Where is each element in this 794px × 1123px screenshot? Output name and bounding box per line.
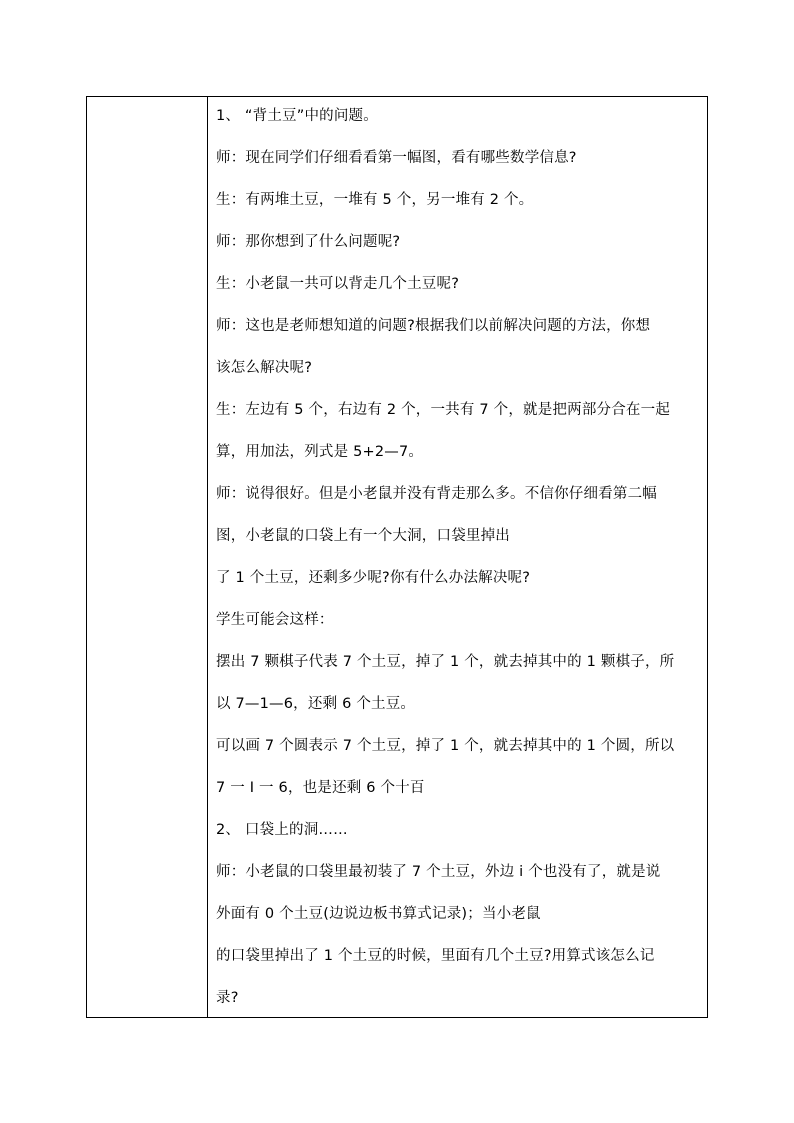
text-line: 师：这也是老师想知道的问题?根据我们以前解决问题的方法，你想 — [216, 318, 651, 334]
text-line: 2、 口袋上的洞…… — [216, 822, 348, 838]
lesson-table — [86, 96, 708, 1018]
table-left-cell — [87, 97, 208, 1017]
table-content-cell — [208, 97, 707, 1017]
text-line: 生：左边有 5 个，右边有 2 个，一共有 7 个，就是把两部分合在一起 — [216, 402, 671, 418]
text-line: 算，用加法，列式是 5+2—7。 — [216, 444, 424, 460]
text-line: 师：说得很好。但是小老鼠并没有背走那么多。不信你仔细看第二幅 — [216, 486, 657, 502]
text-line: 的口袋里掉出了 1 个土豆的时候，里面有几个土豆?用算式该怎么记 — [216, 948, 655, 964]
text-line: 录? — [216, 990, 239, 1006]
text-line: 摆出 7 颗棋子代表 7 个土豆，掉了 1 个，就去掉其中的 1 颗棋子，所 — [216, 654, 675, 670]
text-line: 可以画 7 个圆表示 7 个土豆，掉了 1 个，就去掉其中的 1 个圆，所以 — [216, 738, 675, 754]
text-line: 外面有 0 个土豆(边说边板书算式记录)；当小老鼠 — [216, 906, 541, 922]
text-line: 该怎么解决呢? — [216, 360, 313, 376]
text-line: 学生可能会这样： — [216, 612, 334, 628]
text-line: 师：那你想到了什么问题呢? — [216, 234, 401, 250]
text-line: 师：小老鼠的口袋里最初装了 7 个土豆，外边 i 个也没有了，就是说 — [216, 864, 661, 880]
text-line: 1、 “背土豆”中的问题。 — [216, 108, 378, 124]
text-line: 以 7—1—6，还剩 6 个土豆。 — [216, 696, 416, 712]
text-line: 师：现在同学们仔细看看第一幅图，看有哪些数学信息? — [216, 150, 577, 166]
text-line: 了 1 个土豆，还剩多少呢?你有什么办法解决呢? — [216, 570, 531, 586]
text-line: 生：有两堆土豆，一堆有 5 个，另一堆有 2 个。 — [216, 192, 534, 208]
text-line: 生：小老鼠一共可以背走几个土豆呢? — [216, 276, 460, 292]
text-line: 图，小老鼠的口袋上有一个大洞，口袋里掉出 — [216, 528, 510, 544]
text-line: 7 一 I 一 6，也是还剩 6 个十百 — [216, 780, 425, 796]
